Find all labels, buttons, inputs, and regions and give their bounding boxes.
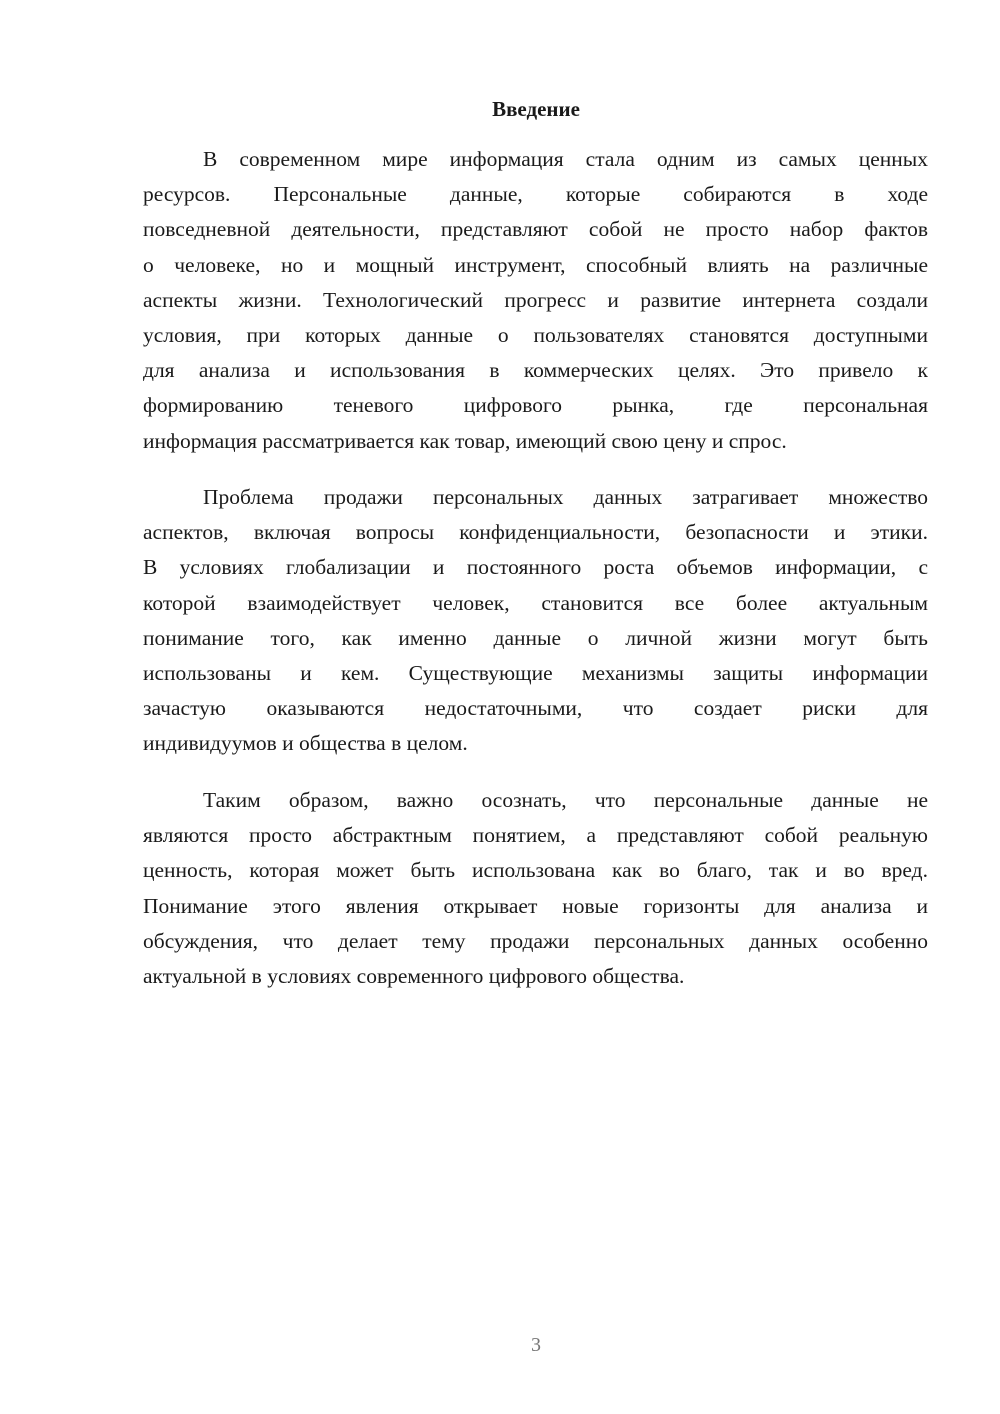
text-line: аспектов, включая вопросы конфиденциальности, безопасности и этики. xyxy=(143,520,928,545)
text-line: использованы и кем. Существующие механизмы защиты информации xyxy=(143,660,928,685)
paragraph-3 xyxy=(143,783,928,994)
text-line: В современном мире информация стала одним из самых ценных xyxy=(203,147,928,171)
text-line: условия, при которых данные о пользователях становятся доступными xyxy=(143,322,928,347)
paragraph-1 xyxy=(143,142,928,459)
text-line: Понимание этого явления открывает новые горизонты для анализа и xyxy=(143,893,928,918)
text-line: повседневной деятельности, представляют собой не просто набор фактов xyxy=(143,217,928,242)
text-line: индивидуумов и общества в целом. xyxy=(143,731,468,756)
text-line: о человеке, но и мощный инструмент, способный влиять на различные xyxy=(143,252,928,277)
page-number: 3 xyxy=(531,1334,541,1356)
text-line: ценность, которая может быть использована как во благо, так и во вред. xyxy=(143,858,928,883)
text-line: информация рассматривается как товар, имеющий свою цену и спрос. xyxy=(143,428,787,453)
text-line: формированию теневого цифрового рынка, где персональная xyxy=(143,393,928,418)
text-line: которой взаимодействует человек, становится все более актуальным xyxy=(143,590,928,615)
paragraph-2 xyxy=(143,480,928,762)
text-line: обсуждения, что делает тему продажи персональных данных особенно xyxy=(143,928,928,953)
text-line: Таким образом, важно осознать, что персональные данные не xyxy=(203,788,928,812)
text-line: зачастую оказываются недостаточными, что создает риски для xyxy=(143,696,928,721)
text-line: актуальной в условиях современного цифрового общества. xyxy=(143,963,685,988)
text-line: являются просто абстрактным понятием, а представляют собой реальную xyxy=(143,823,928,848)
section-heading: Введение xyxy=(492,97,580,121)
text-line: Проблема продажи персональных данных затрагивает множество xyxy=(203,485,928,509)
text-line: ресурсов. Персональные данные, которые собираются в ходе xyxy=(143,182,928,207)
text-line: для анализа и использования в коммерческих целях. Это привело к xyxy=(143,358,928,383)
text-line: аспекты жизни. Технологический прогресс и развитие интернета создали xyxy=(143,287,928,312)
text-line: понимание того, как именно данные о личной жизни могут быть xyxy=(143,625,928,650)
text-line: В условиях глобализации и постоянного роста объемов информации, с xyxy=(143,555,928,580)
